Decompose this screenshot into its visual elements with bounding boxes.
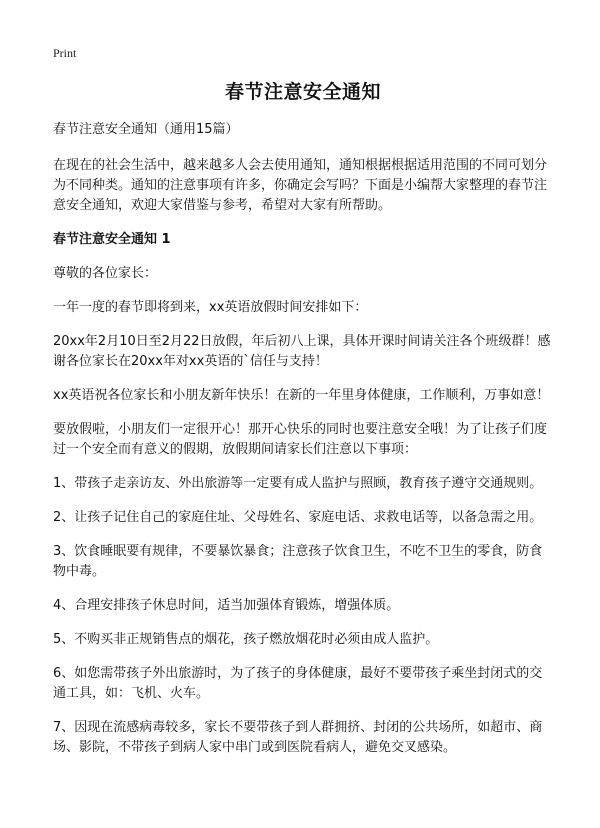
print-link[interactable]: Print <box>53 46 77 60</box>
paragraph-schedule-intro: 一年一度的春节即将到来，xx英语放假时间安排如下： <box>53 300 368 315</box>
safety-item-6: 6、如您需带孩子外出旅游时，为了孩子的身体健康，最好不要带孩子乘坐封闭式的交通工具，如：飞机、火车。 <box>53 666 543 701</box>
safety-item-5: 5、不购买非正规销售点的烟花，孩子燃放烟花时必须由成人监护。 <box>53 632 439 647</box>
safety-item-2: 2、让孩子记住自己的家庭住址、父母姓名、家庭电话、求救电话等，以备急需之用。 <box>53 510 543 525</box>
intro-paragraph: 在现在的社会生活中，越来越多人会去使用通知，通知根据根据适用范围的不同可划分为不同种类。通知的注意事项有许多，你确定会写吗？下面是小编帮大家整理的春节注意安全通知，欢迎大家借鉴与参考，希望对大家有所帮助。 <box>53 158 548 213</box>
paragraph-greeting: 尊敬的各位家长： <box>53 266 158 281</box>
paragraph-wishes: xx英语祝各位家长和小朋友新年快乐！在新的一年里身体健康，工作顺利，万事如意！ <box>53 388 550 403</box>
safety-item-3: 3、饮食睡眠要有规律，不要暴饮暴食；注意孩子饮食卫生，不吃不卫生的零食，防食物中毒。 <box>53 544 543 579</box>
safety-item-4: 4、合理安排孩子休息时间，适当加强体育锻炼，增强体质。 <box>53 598 400 613</box>
document-body <box>53 78 553 772</box>
document-subtitle: 春节注意安全通知（通用15篇） <box>53 122 239 137</box>
page-title: 春节注意安全通知 <box>224 81 381 103</box>
paragraph-safety-intro: 要放假啦，小朋友们一定很开心！那开心快乐的同时也要注意安全哦！为了让孩子们度过一个安全而有意义的假期，放假期间请家长们注意以下事项： <box>53 422 548 457</box>
paragraph-schedule-dates: 20xx年2月10日至2月22日放假，年后初八上课，具体开课时间请关注各个班级群！感谢各位家长在20xx年对xx英语的`信任与支持！ <box>53 334 551 369</box>
section-heading: 春节注意安全通知 1 <box>53 232 171 247</box>
safety-item-7: 7、因现在流感病毒较多，家长不要带孩子到人群拥挤、封闭的公共场所，如超市、商场、影院，不带孩子到病人家中串门或到医院看病人，避免交叉感染。 <box>53 720 543 755</box>
safety-item-1: 1、带孩子走亲访友、外出旅游等一定要有成人监护与照顾，教育孩子遵守交通规则。 <box>53 476 543 491</box>
